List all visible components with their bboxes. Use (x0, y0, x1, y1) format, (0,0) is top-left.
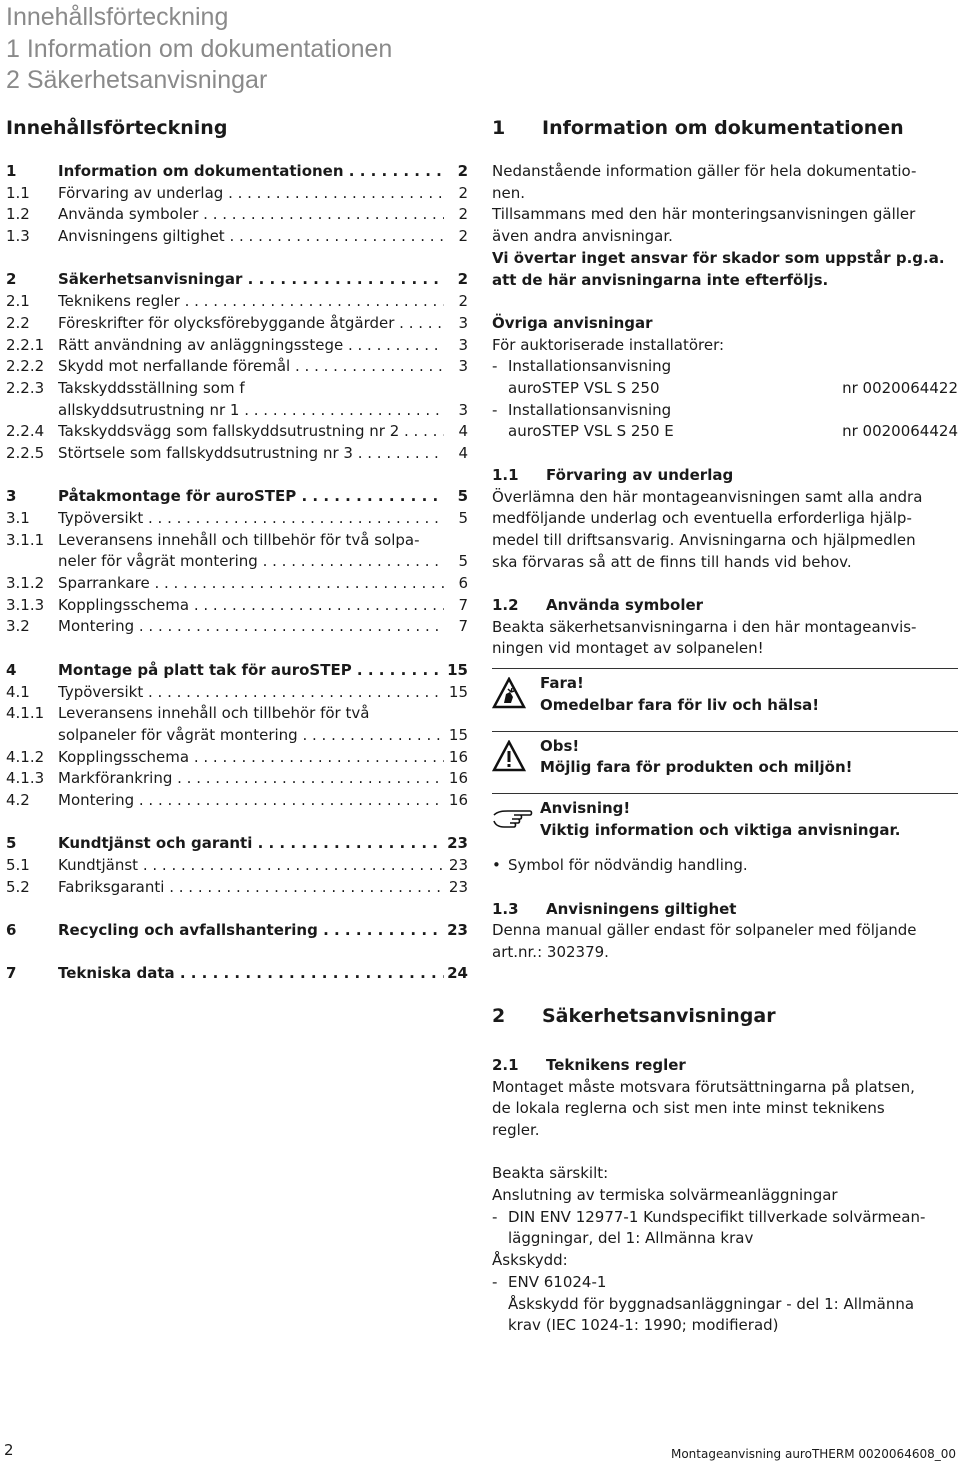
toc-entry-number: 2.2.1 (6, 335, 45, 354)
toc-entry[interactable] (6, 356, 468, 378)
pointing-hand-icon (492, 798, 540, 838)
section-number: 2 (492, 1004, 506, 1027)
toc-entry-page: 23 (448, 877, 468, 896)
toc-entry-title: Montering . . . (58, 616, 444, 638)
section-title: Säkerhetsanvisningar (542, 1004, 776, 1027)
paragraph-line: även andra anvisningar. (492, 227, 673, 246)
toc-entry-title: allskyddsutrustning nr 1 . . . (58, 400, 444, 422)
toc-entry-title: Montage på platt tak för auroSTEP . . . (58, 660, 444, 682)
toc-entry-page: 5 (458, 552, 468, 571)
toc-gap (6, 898, 468, 920)
toc-entry-number: 7 (6, 964, 17, 983)
toc-entry-number: 2 (6, 270, 17, 289)
toc-entry-number: 4.1 (6, 682, 30, 701)
toc-entry-title: Sparrankare . . . (58, 573, 444, 595)
paragraph-line: medel till driftsansvarig. Anvisningarna och hjälpmedlen (492, 530, 916, 549)
toc-entry-title: Fabriksgaranti . . . (58, 877, 444, 899)
toc-entry-page: 4 (458, 422, 468, 441)
bullet-icon: • (492, 856, 501, 875)
toc-entry-page: 3 (458, 400, 468, 419)
doc-product: auroSTEP VSL S 250 (508, 379, 660, 398)
toc-entry-number: 4 (6, 660, 17, 679)
note-label: Anvisning! (540, 798, 631, 817)
caution-label: Obs! (540, 736, 580, 755)
page-number: 2 (4, 1441, 14, 1459)
toc-entry[interactable] (6, 573, 468, 595)
doc-number: nr 0020064422 (842, 379, 958, 398)
toc-entry[interactable] (6, 768, 468, 790)
toc-entry-number: 6 (6, 921, 17, 940)
toc-entry-number: 1 (6, 162, 17, 180)
danger-label: Fara! (540, 674, 584, 693)
toc-entry-title: Kopplingsschema . . . (58, 595, 444, 617)
danger-icon (492, 673, 540, 713)
doc-item: - Installationsanvisning (492, 356, 958, 378)
paragraph-line: Nedanstående information gäller för hela dokumentatio- (492, 162, 917, 180)
toc-entry[interactable] (6, 595, 468, 617)
subsection-heading: 2.1 Teknikens regler (492, 1055, 686, 1074)
paragraph-line: Beakta särskilt: (492, 1164, 609, 1183)
toc-entry-number: 2.2.4 (6, 422, 45, 441)
toc-entry-title: Använda symboler . . . (58, 204, 444, 226)
paragraph-line: Överlämna den här montageanvisningen samt alla andra (492, 487, 923, 506)
toc-entry-number: 3.1.1 (6, 530, 45, 549)
toc-entry-number: 5 (6, 834, 17, 853)
toc-entry[interactable] (6, 660, 468, 682)
toc-entry-title: Anvisningens giltighet . . . (58, 226, 444, 248)
toc-entry[interactable] (6, 877, 468, 899)
toc-entry-title: Takskyddsvägg som fallskyddsutrustning nr 2 . . . (58, 421, 444, 443)
caution-notice (492, 731, 958, 779)
toc-entry[interactable] (6, 833, 468, 855)
toc-entry[interactable] (6, 855, 468, 877)
paragraph-line: Montaget måste motsvara förutsättningarna på platsen, (492, 1077, 915, 1096)
section-1-heading (492, 116, 958, 140)
toc-entry-page: 15 (448, 725, 468, 744)
toc-entry-page: 2 (457, 270, 468, 289)
toc-entry-title: solpaneler för vågrät montering . . . (58, 725, 444, 747)
toc-entry-number: 4.1.2 (6, 747, 45, 766)
toc-entry-page: 4 (458, 443, 468, 462)
toc-entry-number: 3.1 (6, 509, 30, 527)
section-title: Information om dokumentationen (542, 117, 904, 139)
toc-gap (6, 812, 468, 834)
subsection-heading: 1.3 Anvisningens giltighet (492, 899, 737, 918)
toc-gap (6, 942, 468, 964)
toc-entry-page: 3 (458, 357, 468, 376)
paragraph-line: Denna manual gäller endast för solpaneler med följande (492, 921, 917, 940)
toc-entry-page: 23 (447, 921, 468, 940)
toc-entry-page: 7 (458, 617, 468, 636)
toc-entry-number: 5.1 (6, 856, 30, 874)
toc-entry-number: 2.2.3 (6, 378, 45, 397)
toc-entry-title: Kundtjänst och garanti . . . (58, 833, 444, 855)
toc-entry-number: 2.2 (6, 313, 30, 332)
doc-item: - Installationsanvisning (492, 400, 958, 422)
toc-entry-page: 5 (458, 509, 468, 527)
toc-entry[interactable] (6, 335, 468, 357)
toc-entry-page: 16 (448, 790, 468, 809)
toc-entry-page: 6 (458, 574, 468, 593)
toc-entry-number: 4.1.1 (6, 704, 45, 723)
toc-entry-title: Montering . . . (58, 790, 444, 812)
toc-entry-title: Föreskrifter för olycksförebyggande åtgärder . . . (58, 313, 444, 335)
document-id: Montageanvisning auroTHERM 0020064608_00 (670, 1447, 956, 1461)
toc-entry-page: 3 (458, 313, 468, 332)
toc-entry-page: 2 (458, 292, 468, 311)
standard-item: - DIN ENV 12977-1 Kundspecifikt tillverkade solvärmean- (492, 1207, 926, 1226)
running-header-line: 1 Information om dokumentationen (6, 34, 393, 63)
toc-entry-page: 16 (448, 769, 468, 788)
toc-entry[interactable] (6, 616, 468, 638)
toc-entry-page: 2 (458, 227, 468, 246)
paragraph-line: Åskskydd: (492, 1251, 568, 1270)
toc-entry[interactable] (6, 486, 468, 508)
paragraph-line: nen. (492, 183, 526, 202)
toc-entry-page: 15 (447, 660, 468, 679)
toc-entry-number: 2.2.5 (6, 443, 45, 462)
note-text: Viktig information och viktiga anvisningar. (540, 820, 901, 839)
action-symbol-row (492, 855, 958, 877)
toc-entry-title: Information om dokumentationen . . . (58, 161, 444, 183)
standard-item: - ENV 61024-1 (492, 1272, 607, 1291)
toc-entry-title: Förvaring av underlag . . . (58, 183, 444, 205)
toc-entry-page: 23 (448, 856, 468, 874)
other-docs-title: Övriga anvisningar (492, 313, 653, 332)
toc-entry-title: Typöversikt . . . (58, 682, 444, 704)
toc-entry-title: Tekniska data . . . (58, 963, 444, 985)
toc-entry-title: Rätt användning av anläggningsstege . . . (58, 335, 444, 357)
paragraph-line: ska förvaras så att de finns till hands vid behov. (492, 552, 852, 571)
toc-entry-page: 15 (448, 682, 468, 701)
doc-number: nr 0020064424 (842, 422, 958, 441)
toc-entry-title: Takskyddsställning som f (58, 378, 245, 397)
section-number: 1 (492, 117, 506, 139)
subsection-heading: 1.1 Förvaring av underlag (492, 465, 734, 484)
toc-entry-title: Kundtjänst . . . (58, 855, 444, 877)
toc-entry-title: Skydd mot nerfallande föremål . . . (58, 356, 444, 378)
subsection-heading: 1.2 Använda symboler (492, 596, 704, 615)
toc-entry-number: 5.2 (6, 877, 30, 896)
toc-entry-page: 2 (458, 183, 468, 202)
toc-entry-title: Teknikens regler . . . (58, 291, 444, 313)
caution-text: Möjlig fara för produkten och miljön! (540, 758, 853, 777)
doc-product-row (492, 378, 958, 400)
paragraph-line: Beakta säkerhetsanvisningarna i den här montageanvis- (492, 617, 917, 636)
toc-entry[interactable] (6, 161, 468, 183)
toc-entry-page: 5 (457, 487, 468, 506)
toc-entry-title: Kopplingsschema . . . (58, 747, 444, 769)
toc-entry-number: 3 (6, 487, 17, 506)
toc-entry-number: 2.1 (6, 292, 30, 311)
doc-item-label: Installationsanvisning (508, 357, 672, 376)
toc-entry[interactable] (6, 963, 468, 985)
toc-entry[interactable] (6, 725, 468, 747)
toc-entry-title: Markförankring . . . (58, 768, 444, 790)
toc-entry[interactable] (6, 378, 468, 400)
toc-column (6, 116, 468, 985)
toc-list (6, 161, 468, 985)
running-header-line: 2 Säkerhetsanvisningar (6, 66, 268, 94)
toc-entry[interactable] (6, 421, 468, 443)
toc-entry[interactable] (6, 226, 468, 248)
toc-entry[interactable] (6, 790, 468, 812)
toc-entry-title: Säkerhetsanvisningar . . . (58, 269, 444, 291)
toc-entry-title: Leveransens innehåll och tillbehör för två (58, 704, 370, 723)
toc-entry-title: Påtakmontage för auroSTEP . . . (58, 486, 444, 508)
toc-gap (6, 638, 468, 660)
danger-text: Omedelbar fara för liv och hälsa! (540, 695, 820, 714)
standard-item-cont: Åskskydd för byggnadsanläggningar - del 1: Allmänna (508, 1294, 915, 1313)
toc-title: Innehållsförteckning (6, 117, 228, 139)
toc-entry-page: 2 (458, 205, 468, 224)
action-symbol-text: Symbol för nödvändig handling. (508, 856, 748, 875)
toc-entry-number: 4.1.3 (6, 769, 45, 788)
paragraph-line: de lokala reglerna och sist men inte minst teknikens (492, 1099, 885, 1118)
toc-entry[interactable] (6, 313, 468, 335)
toc-entry-number: 3.1.2 (6, 574, 45, 593)
toc-entry-page: 7 (458, 595, 468, 614)
standard-item-cont: läggningar, del 1: Allmänna krav (508, 1229, 754, 1248)
toc-entry[interactable] (6, 703, 468, 725)
toc-entry[interactable] (6, 291, 468, 313)
running-header-line: Innehållsförteckning (6, 3, 229, 31)
liability-line: att de här anvisningarna inte efterföljs. (492, 270, 829, 289)
standard-item-cont: krav (IEC 1024-1: 1990; modifierad) (508, 1316, 779, 1335)
toc-entry-page: 2 (457, 162, 468, 180)
toc-gap (6, 248, 468, 270)
toc-entry[interactable] (6, 682, 468, 704)
toc-entry[interactable] (6, 204, 468, 226)
toc-entry[interactable] (6, 508, 468, 530)
toc-entry-number: 3.2 (6, 617, 30, 636)
toc-entry-number: 1.1 (6, 183, 30, 202)
danger-notice (492, 668, 958, 716)
toc-entry-number: 4.2 (6, 790, 30, 809)
toc-entry[interactable] (6, 530, 468, 552)
other-docs-for: För auktoriserade installatörer: (492, 335, 725, 354)
doc-product-row (492, 421, 958, 443)
liability-line: Vi övertar inget ansvar för skador som uppstår p.g.a. (492, 248, 945, 267)
toc-entry[interactable] (6, 747, 468, 769)
paragraph-line: art.nr.: 302379. (492, 943, 609, 962)
paragraph-line: Tillsammans med den här monteringsanvisningen gäller (492, 205, 916, 224)
toc-entry-page: 3 (458, 335, 468, 354)
toc-entry-number: 2.2.2 (6, 357, 45, 376)
toc-entry-title: Typöversikt . . . (58, 508, 444, 530)
toc-entry-title: neler för vågrät montering . . . (58, 551, 444, 573)
toc-entry[interactable] (6, 400, 468, 422)
toc-entry-title: Recycling och avfallshantering . . . (58, 920, 444, 942)
paragraph-line: Anslutning av termiska solvärmeanläggningar (492, 1186, 838, 1205)
warning-icon (492, 736, 540, 776)
toc-entry-page: 24 (447, 964, 468, 983)
section-2-heading (492, 1004, 958, 1028)
toc-entry-title: Leveransens innehåll och tillbehör för två solpa- (58, 530, 420, 549)
toc-entry[interactable] (6, 183, 468, 205)
toc-entry-title: Störtsele som fallskyddsutrustning nr 3 . . . (58, 443, 444, 465)
toc-entry-page: 16 (448, 747, 468, 766)
content-column (492, 116, 958, 1337)
doc-product: auroSTEP VSL S 250 E (508, 422, 674, 441)
running-header (6, 2, 392, 97)
paragraph-line: ningen vid montaget av solpanelen! (492, 639, 764, 658)
toc-entry-number: 1.3 (6, 227, 30, 246)
toc-entry-number: 1.2 (6, 205, 30, 224)
toc-entry[interactable] (6, 269, 468, 291)
toc-entry[interactable] (6, 551, 468, 573)
note-notice (492, 793, 958, 841)
paragraph-line: regler. (492, 1120, 540, 1139)
toc-entry-page: 23 (447, 834, 468, 853)
toc-entry[interactable] (6, 443, 468, 465)
toc-gap (6, 465, 468, 487)
toc-entry[interactable] (6, 920, 468, 942)
doc-item-label: Installationsanvisning (508, 400, 672, 419)
paragraph-line: medföljande underlag och eventuella erforderliga hjälp- (492, 509, 912, 528)
toc-entry-number: 3.1.3 (6, 595, 45, 614)
